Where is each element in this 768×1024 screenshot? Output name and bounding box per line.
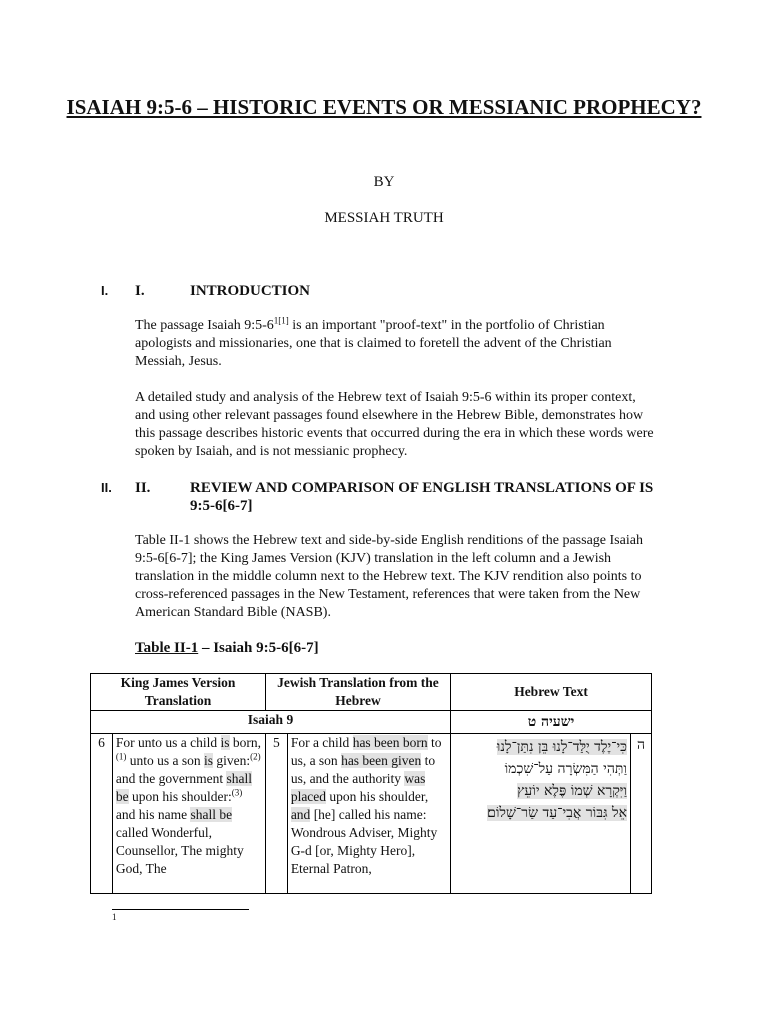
- section-2-paragraph: Table II-1 shows the Hebrew text and side-by-side English renditions of the passage Isaiah 9:5-6[6-7]; the King James Version (KJV) translation in the left column and a Jewish translation in the middle column next to the Hebrew text. The KJV rendition also points to cross-referenced passages in the New Testament, references that were taken from the New American Standard Bible (NASB).: [135, 533, 643, 620]
- jewish-highlight: has been given: [341, 753, 422, 768]
- jewish-highlight: has been born: [352, 735, 428, 750]
- intro-text-start: The passage Isaiah 9:5-6: [135, 318, 274, 333]
- intro-paragraph-1: [135, 317, 655, 371]
- table-caption-rest: – Isaiah 9:5-6[6-7]: [198, 640, 319, 656]
- intro-paragraph-2: A detailed study and analysis of the Hebrew text of Isaiah 9:5-6 within its proper context, and using other relevant passages found elsewhere in the Hebrew Bible, demonstrates how this passage describes historic events that occurred during the era in which these words were spoken by Isaiah, and is not messianic prophecy.: [135, 390, 654, 459]
- section-2-number: II.: [135, 480, 151, 496]
- kjv-seg: For unto us a child: [115, 735, 221, 750]
- header-jewish: Jewish Translation from the Hebrew: [266, 674, 451, 711]
- kjv-ref-3[interactable]: (3): [231, 787, 243, 798]
- outline-marker-2: II.: [101, 480, 112, 495]
- kjv-seg: and the government: [115, 771, 227, 786]
- jewish-verse-number: 5: [266, 734, 288, 894]
- hebrew-verse-text: [451, 734, 631, 894]
- kjv-seg: upon his shoulder:: [128, 789, 232, 804]
- translation-table: [90, 673, 652, 894]
- jewish-seg: [he] called his name: Wondrous Adviser, Mighty G-d [or, Mighty Hero], Eternal Patron,: [290, 807, 438, 876]
- hebrew-line-3: וַיִּקְרָא שְׁמוֹ פֶּלֶא יוֹעֵץ: [517, 783, 627, 799]
- intro-text-rest: is an important "proof-text" in the portfolio of Christian apologists and missionaries, one that is claimed to foretell the advent of the Christian Messiah, Jesus.: [135, 318, 612, 369]
- subheader-isaiah-9: Isaiah 9: [91, 711, 451, 734]
- table-caption: [135, 639, 319, 657]
- section-1-heading: INTRODUCTION: [190, 283, 311, 299]
- section-2-heading-text: REVIEW AND COMPARISON OF ENGLISH TRANSLATIONS OF IS 9:5-6[6-7]: [190, 480, 654, 514]
- kjv-ref-1[interactable]: (1): [115, 751, 127, 762]
- footnote-marker: 1: [112, 912, 117, 922]
- hebrew-line-2: וַתְּהִי הַמִּשְׂרָה עַל־שִׁכְמוֹ: [504, 761, 627, 777]
- jewish-seg: For a child: [290, 735, 353, 750]
- jewish-seg: upon his shoulder,: [326, 789, 429, 804]
- table-caption-link[interactable]: Table II-1: [135, 640, 199, 656]
- document-title: ISAIAH 9:5-6 – HISTORIC EVENTS OR MESSIANIC PROPHECY?: [66, 95, 702, 119]
- footnote-separator: [112, 909, 249, 910]
- jewish-highlight: was placed: [290, 771, 426, 804]
- kjv-verse-number: 6: [91, 734, 113, 894]
- author: MESSIAH TRUTH: [324, 210, 444, 226]
- section-2-heading: [190, 479, 660, 515]
- kjv-seg: given:: [213, 753, 251, 768]
- kjv-seg: and his name: [115, 807, 191, 822]
- hebrew-line-4: אֵל גִּבּוֹר אֲבִי־עַד שַׂר־שָׁלוֹם׃: [487, 805, 627, 821]
- kjv-italic-word: shall be: [115, 771, 252, 804]
- jewish-highlight: and: [290, 807, 311, 822]
- header-hebrew: Hebrew Text: [451, 674, 652, 711]
- section-1-number: I.: [135, 283, 145, 299]
- outline-marker-1: I.: [101, 283, 109, 298]
- kjv-seg: born,: [229, 735, 262, 750]
- kjv-seg: called Wonderful, Counsellor, The mighty God, The: [115, 825, 244, 876]
- jewish-seg: to us, and the authority: [290, 753, 436, 786]
- kjv-italic-word: is: [220, 735, 230, 750]
- footnote-ref[interactable]: 1[1]: [273, 315, 289, 326]
- header-kjv: King James Version Translation: [91, 674, 266, 711]
- hebrew-line-1: כִּי־יֶלֶד יֻלַּד־לָנוּ בֵּן נִתַּן־לָנוּ: [496, 739, 627, 755]
- kjv-italic-word: shall be: [190, 807, 233, 822]
- jewish-verse-text: [287, 734, 450, 894]
- kjv-seg: unto us a son: [126, 753, 204, 768]
- subheader-hebrew-chapter: ישעיה ט: [451, 711, 652, 734]
- kjv-italic-word: is: [204, 753, 214, 768]
- kjv-ref-2[interactable]: (2): [250, 751, 261, 762]
- kjv-verse-text: [112, 734, 265, 894]
- jewish-seg: to us, a son: [290, 735, 442, 768]
- byline: BY: [373, 174, 395, 190]
- hebrew-verse-number: ה: [631, 734, 652, 894]
